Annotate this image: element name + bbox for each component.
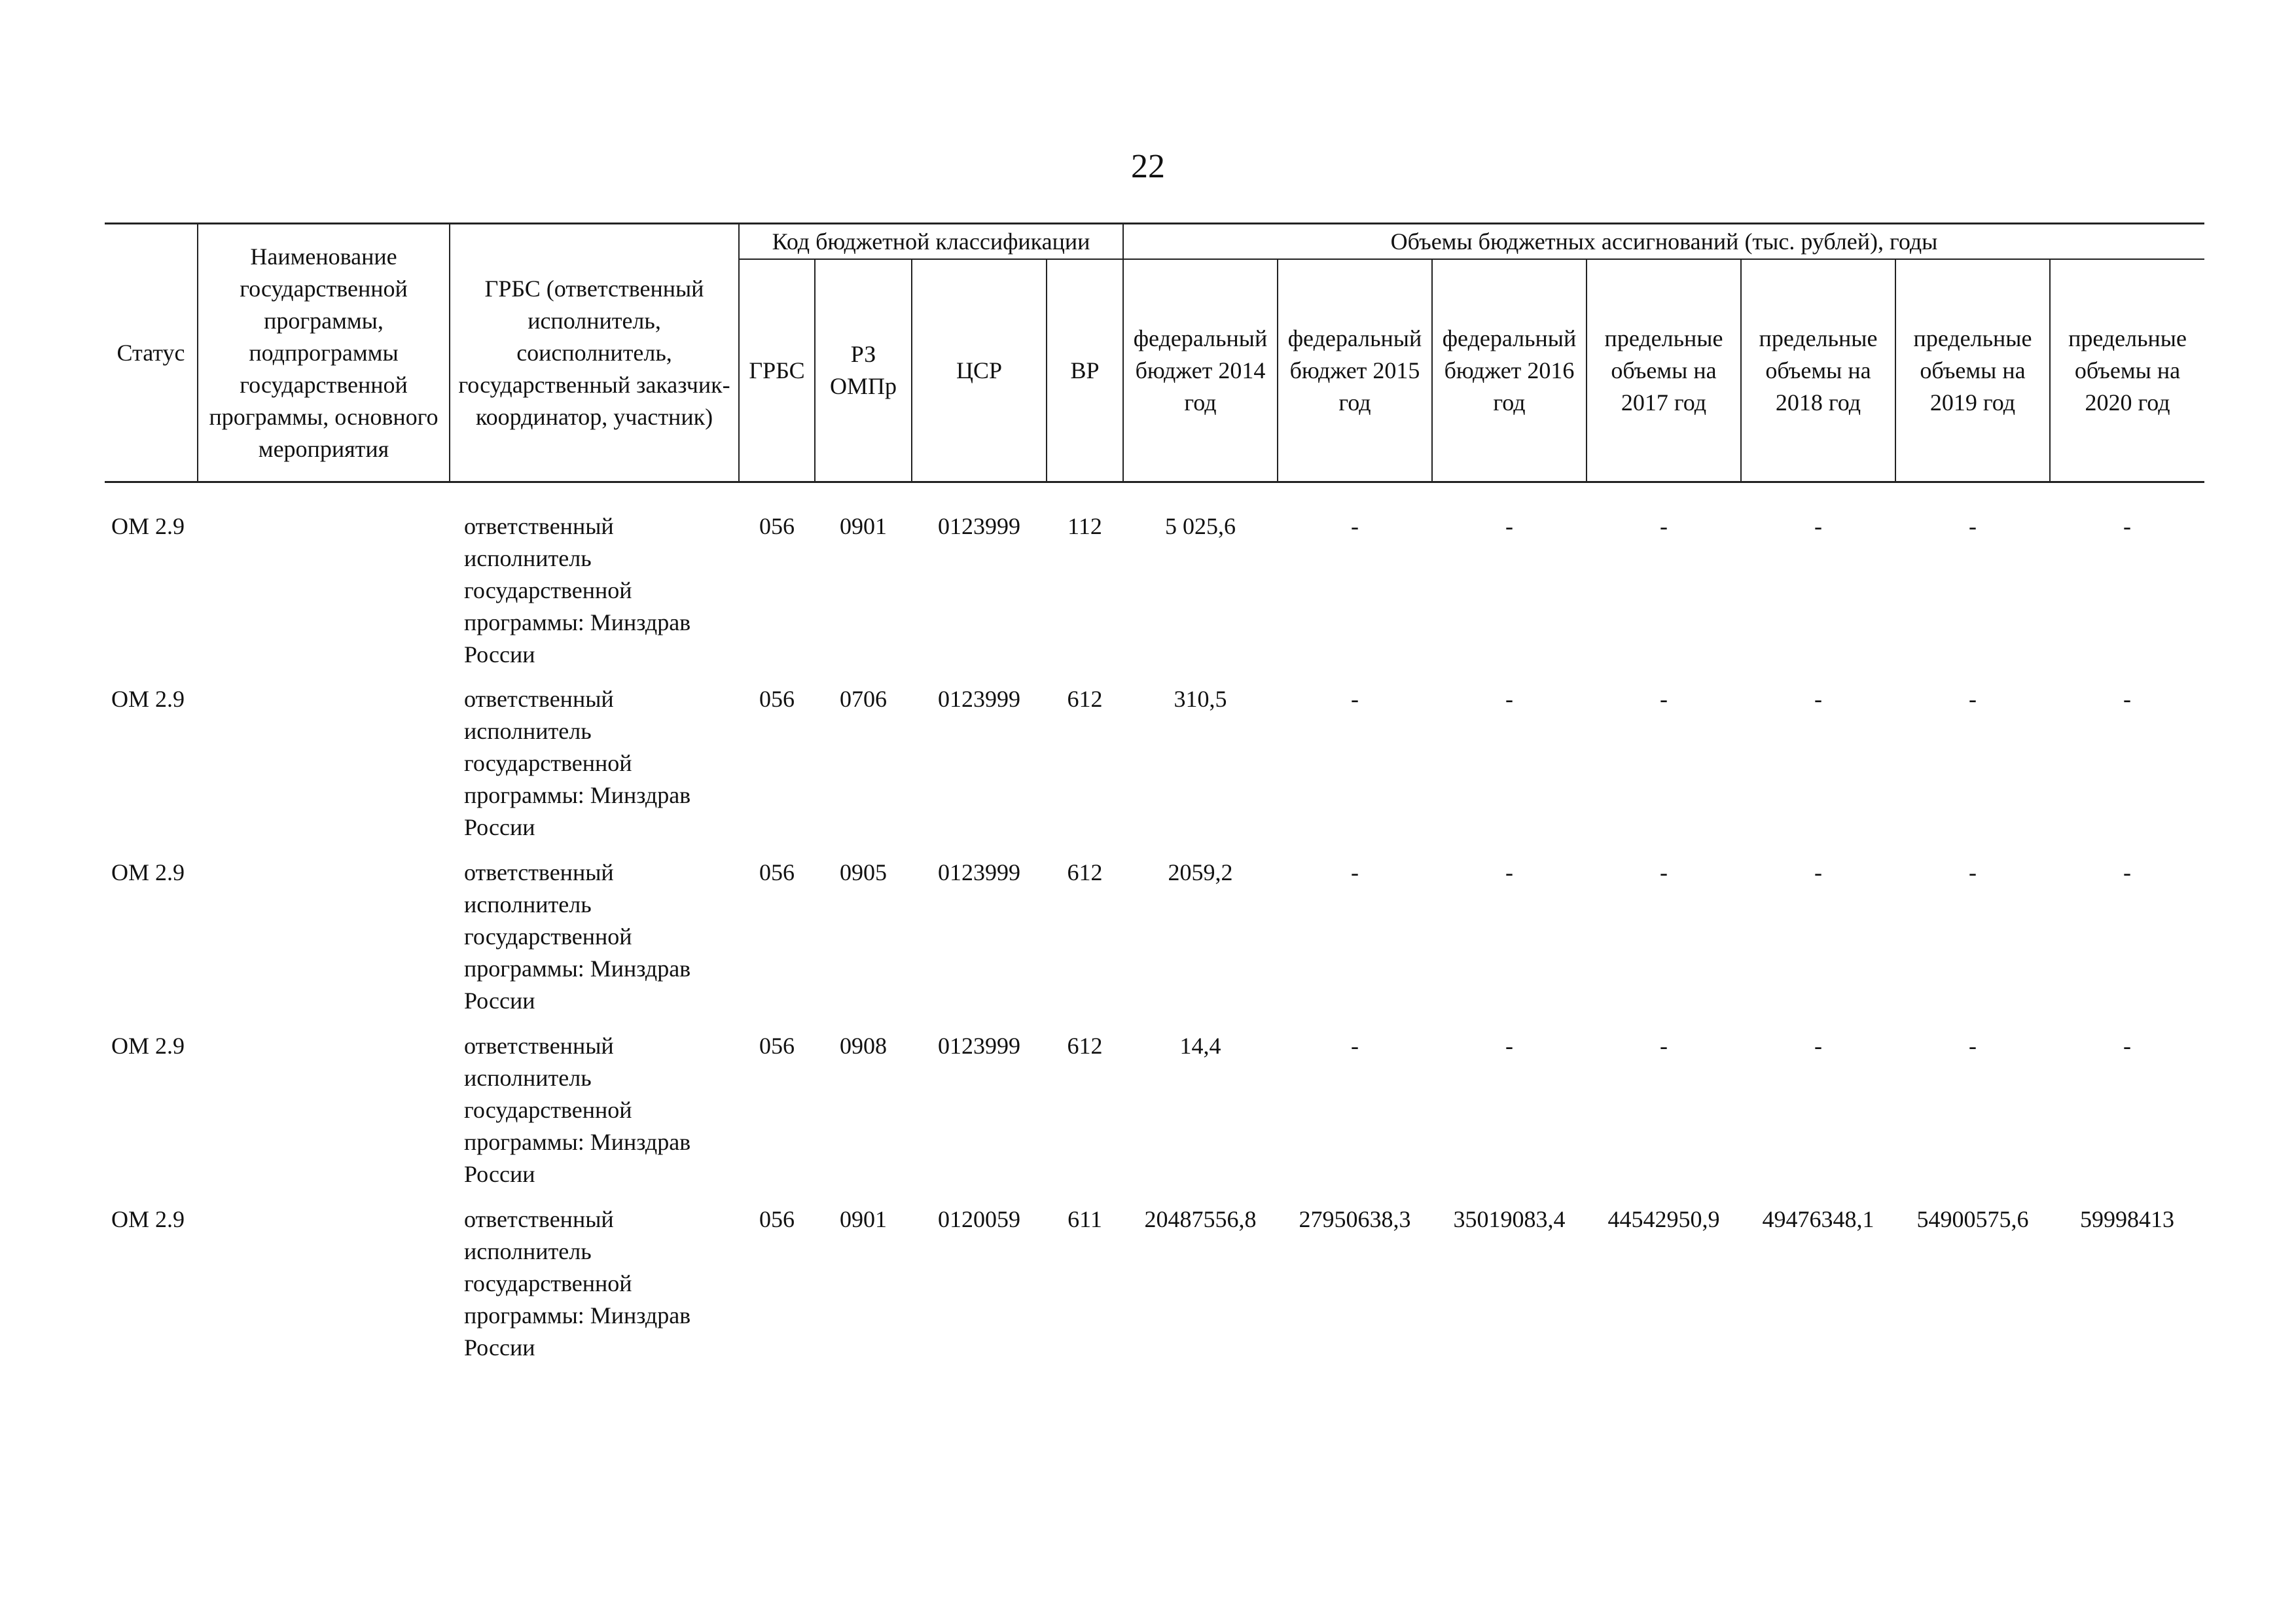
cell-executor: ответственный исполнитель государственной программы: Минздрав России <box>464 513 691 668</box>
cell-vr: 612 <box>1067 685 1103 712</box>
cell-2017: - <box>1660 513 1668 539</box>
cell-status: ОМ 2.9 <box>111 513 185 539</box>
cell-2020: - <box>2123 1032 2132 1059</box>
cell-executor: ответственный исполнитель государственной программы: Минздрав России <box>464 1205 691 1361</box>
budget-table <box>105 223 2204 1377</box>
cell-2014: 20487556,8 <box>1144 1205 1257 1232</box>
cell-rz-ompr: 0908 <box>840 1032 887 1059</box>
cell-2018: - <box>1814 859 1822 885</box>
cell-2016: - <box>1505 859 1513 885</box>
cell-program-name <box>198 683 450 857</box>
cell-status: ОМ 2.9 <box>111 1032 185 1059</box>
cell-rz-ompr: 0905 <box>840 859 887 885</box>
cell-2017: - <box>1660 1032 1668 1059</box>
cell-2019: - <box>1969 859 1977 885</box>
cell-2020: 59998413 <box>2080 1205 2175 1232</box>
cell-grbs: 056 <box>759 685 795 712</box>
table-row <box>105 1204 2204 1377</box>
cell-2018: - <box>1814 685 1822 712</box>
cell-2014: 14,4 <box>1179 1032 1221 1059</box>
header-2017: предельные объемы на 2017 год <box>1587 259 1741 482</box>
cell-rz-ompr: 0706 <box>840 685 887 712</box>
cell-2017: - <box>1660 685 1668 712</box>
cell-vr: 112 <box>1067 513 1102 539</box>
cell-2020: - <box>2123 513 2132 539</box>
cell-2017: 44542950,9 <box>1607 1205 1720 1232</box>
cell-grbs: 056 <box>759 859 795 885</box>
cell-2019: - <box>1969 513 1977 539</box>
header-2016: федеральный бюджет 2016 год <box>1432 259 1587 482</box>
cell-rz-ompr: 0901 <box>840 1205 887 1232</box>
cell-2019: - <box>1969 1032 1977 1059</box>
cell-executor: ответственный исполнитель государственной программы: Минздрав России <box>464 859 691 1014</box>
cell-2016: 35019083,4 <box>1453 1205 1566 1232</box>
cell-csr: 0123999 <box>938 513 1020 539</box>
cell-executor: ответственный исполнитель государственной программы: Минздрав России <box>464 1032 691 1187</box>
cell-vr: 612 <box>1067 1032 1103 1059</box>
cell-2020: - <box>2123 685 2132 712</box>
cell-program-name <box>198 1204 450 1377</box>
cell-grbs: 056 <box>759 513 795 539</box>
header-volumes-group: Объемы бюджетных ассигнований (тыс. рублей), годы <box>1123 224 2204 260</box>
cell-2019: 54900575,6 <box>1916 1205 2029 1232</box>
cell-status: ОМ 2.9 <box>111 685 185 712</box>
header-csr: ЦСР <box>912 259 1047 482</box>
cell-status: ОМ 2.9 <box>111 859 185 885</box>
cell-program-name <box>198 482 450 683</box>
cell-program-name <box>198 1030 450 1204</box>
table-row <box>105 482 2204 683</box>
header-grbs-full: ГРБС (ответственный исполнитель, соисполнитель, государственный заказчик-координатор, участник) <box>450 224 739 482</box>
cell-2015: - <box>1351 513 1359 539</box>
cell-2016: - <box>1505 513 1513 539</box>
cell-csr: 0120059 <box>938 1205 1020 1232</box>
header-2015: федеральный бюджет 2015 год <box>1278 259 1432 482</box>
cell-2017: - <box>1660 859 1668 885</box>
cell-2018: - <box>1814 513 1822 539</box>
table-row <box>105 857 2204 1030</box>
cell-2014: 2059,2 <box>1168 859 1233 885</box>
cell-vr: 611 <box>1067 1205 1102 1232</box>
cell-2015: - <box>1351 859 1359 885</box>
header-vr: ВР <box>1047 259 1123 482</box>
header-rz-ompr: РЗ ОМПр <box>815 259 912 482</box>
header-program-name: Наименование государственной программы, подпрограммы государственной программы, основного мероприятия <box>198 224 450 482</box>
header-2018: предельные объемы на 2018 год <box>1741 259 1895 482</box>
cell-grbs: 056 <box>759 1032 795 1059</box>
header-2019: предельные объемы на 2019 год <box>1895 259 2050 482</box>
table-header <box>105 224 2204 482</box>
cell-executor: ответственный исполнитель государственной программы: Минздрав России <box>464 685 691 840</box>
cell-2019: - <box>1969 685 1977 712</box>
header-grbs: ГРБС <box>739 259 815 482</box>
table-row <box>105 683 2204 857</box>
cell-2016: - <box>1505 1032 1513 1059</box>
cell-2018: - <box>1814 1032 1822 1059</box>
table-body <box>105 482 2204 1377</box>
cell-2015: - <box>1351 685 1359 712</box>
cell-grbs: 056 <box>759 1205 795 1232</box>
cell-2015: 27950638,3 <box>1299 1205 1411 1232</box>
header-2020: предельные объемы на 2020 год <box>2050 259 2204 482</box>
cell-2018: 49476348,1 <box>1762 1205 1874 1232</box>
header-budget-code-group: Код бюджетной классификации <box>739 224 1123 260</box>
cell-program-name <box>198 857 450 1030</box>
cell-2016: - <box>1505 685 1513 712</box>
cell-2015: - <box>1351 1032 1359 1059</box>
header-status: Статус <box>105 224 198 482</box>
cell-2014: 5 025,6 <box>1165 513 1236 539</box>
page-number: 22 <box>1131 148 1165 185</box>
header-2014: федеральный бюджет 2014 год <box>1123 259 1278 482</box>
cell-csr: 0123999 <box>938 685 1020 712</box>
cell-2020: - <box>2123 859 2132 885</box>
cell-2014: 310,5 <box>1174 685 1227 712</box>
cell-vr: 612 <box>1067 859 1103 885</box>
cell-csr: 0123999 <box>938 859 1020 885</box>
cell-csr: 0123999 <box>938 1032 1020 1059</box>
table-row <box>105 1030 2204 1204</box>
cell-rz-ompr: 0901 <box>840 513 887 539</box>
cell-status: ОМ 2.9 <box>111 1205 185 1232</box>
